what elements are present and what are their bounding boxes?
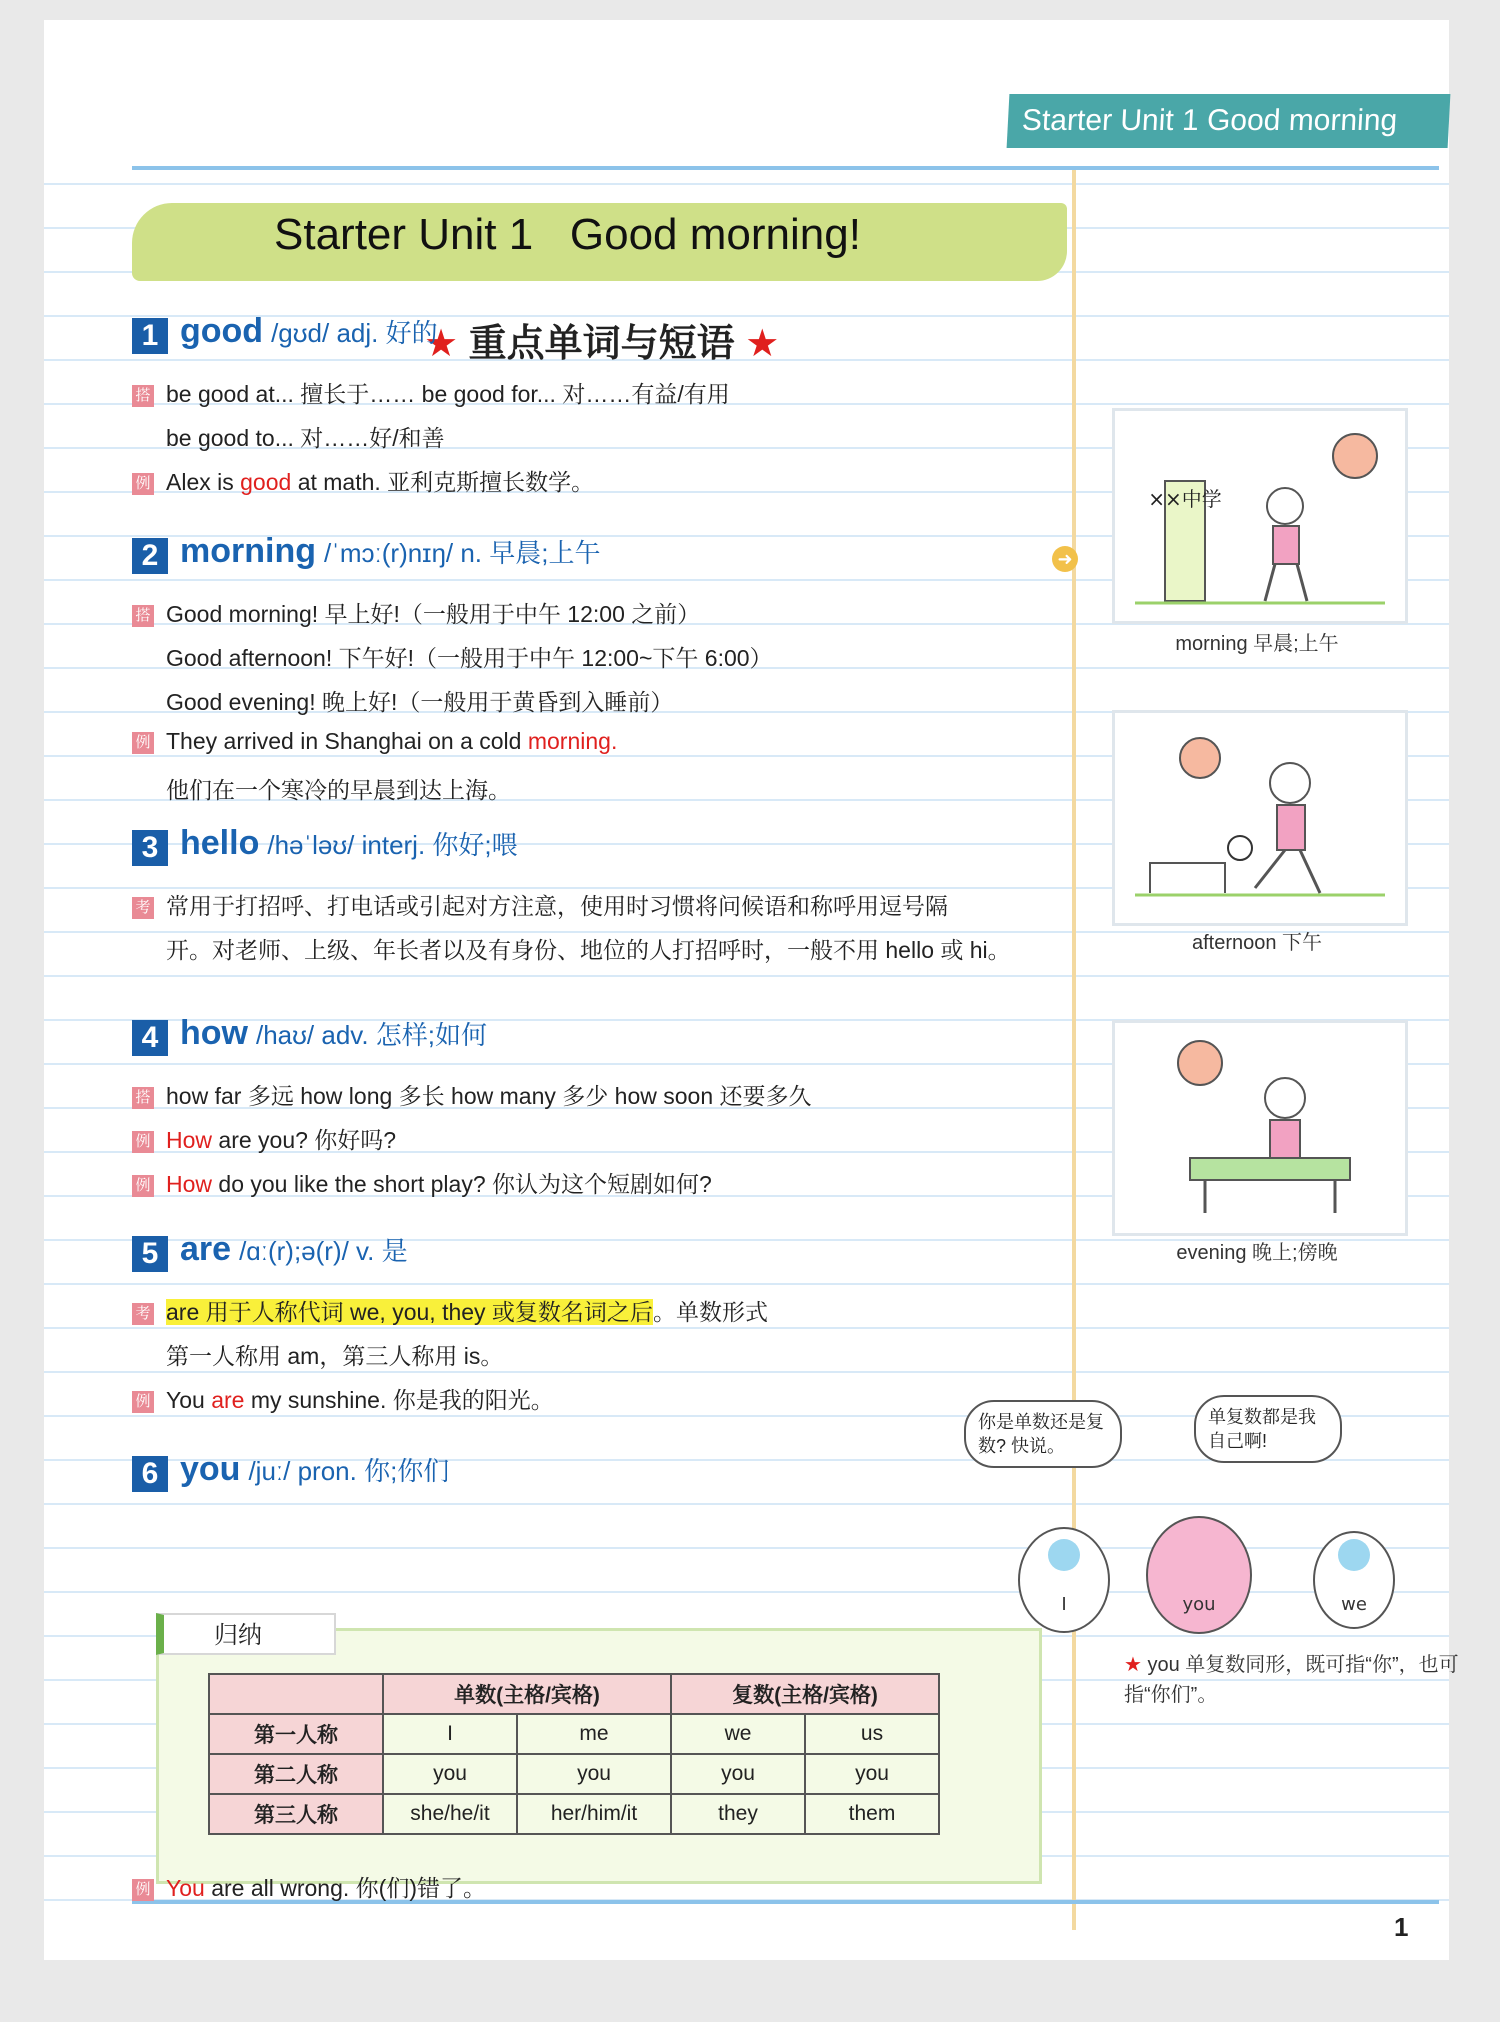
headword: how /haʊ/ adv. 怎样;如何 xyxy=(180,1014,488,1052)
collocation-line: 搭 how far 多远 how long 多长 how many 多少 how soon 还要多久 xyxy=(132,1078,812,1111)
headword: morning /ˈmɔː(r)nɪŋ/ n. 早晨;上午 xyxy=(180,532,601,570)
running-header-tab: Starter Unit 1 Good morning xyxy=(1007,94,1451,148)
collocation-line: Good evening! 晚上好!（一般用于黄昏到入睡前） xyxy=(166,689,674,715)
table-corner xyxy=(209,1674,383,1714)
morning-illustration xyxy=(1112,408,1408,624)
usage-note: 开。对老师、上级、年长者以及有身份、地位的人打招呼时，一般不用 hello 或 hi。 xyxy=(166,937,1011,963)
school-sign: ××中学 xyxy=(1148,487,1222,511)
usage-note: 考 常用于打招呼、打电话或引起对方注意，使用时习惯将问候语和称呼用逗号隔 xyxy=(132,888,948,921)
usage-note: 第一人称用 am，第三人称用 is。 xyxy=(166,1343,504,1369)
headword: hello /həˈləʊ/ interj. 你好;喂 xyxy=(180,824,518,862)
pronoun-characters xyxy=(984,1485,1444,1635)
star-icon: ★ xyxy=(745,323,780,365)
star-icon: ★ xyxy=(424,323,459,365)
evening-illustration xyxy=(1112,1020,1408,1236)
margin-rule xyxy=(1072,170,1076,1930)
usage-note: 考 are 用于人称代词 we, you, they 或复数名词之后。单数形式 xyxy=(132,1294,768,1327)
star-icon: ★ xyxy=(1124,1654,1148,1676)
headword: good /ɡʊd/ adj. 好的 xyxy=(180,312,438,350)
example-line: 例 You are all wrong. 你(们)错了。 xyxy=(132,1870,486,1903)
collocation-line: 搭 be good at... 擅长于…… be good for... 对……有益/有用 xyxy=(132,376,730,409)
section-heading: ★ 重点单词与短语 ★ xyxy=(424,323,780,365)
example-line: 例 How are you? 你好吗? xyxy=(132,1122,396,1155)
example-line: 例 Alex is good at math. 亚利克斯擅长数学。 xyxy=(132,464,594,497)
character-label-i: I xyxy=(1061,1594,1067,1615)
afternoon-illustration xyxy=(1112,710,1408,926)
table-header: 单数(主格/宾格) xyxy=(383,1674,671,1714)
character-label-you: you xyxy=(1182,1594,1216,1615)
collocation-line: 搭 Good morning! 早上好!（一般用于中午 12:00 之前） xyxy=(132,596,700,629)
entry-number: 1 xyxy=(132,318,168,354)
morning-caption: morning 早晨;上午 xyxy=(1175,633,1339,655)
speech-bubble-right: 单复数都是我自己啊! xyxy=(1194,1395,1342,1463)
table-row: 第二人称 you you you you xyxy=(209,1754,939,1794)
page-bottom-margin xyxy=(44,1902,1449,1960)
evening-caption: evening 晚上;傍晚 xyxy=(1176,1242,1338,1264)
page-number: 1 xyxy=(1394,1912,1409,1942)
page-title: Starter Unit 1 Good morning! xyxy=(274,210,861,259)
collocation-line: Good afternoon! 下午好!（一般用于中午 12:00~下午 6:00） xyxy=(166,645,773,671)
table-row: 第三人称 she/he/it her/him/it they them xyxy=(209,1794,939,1834)
arrow-right-icon: ➜ xyxy=(1052,546,1078,572)
example-line: 例 They arrived in Shanghai on a cold morning. xyxy=(132,728,617,755)
textbook-page xyxy=(44,20,1459,1960)
speech-bubble-left: 你是单数还是复数? 快说。 xyxy=(964,1400,1122,1468)
entry-number: 4 xyxy=(132,1020,168,1056)
table-row: 第一人称 I me we us xyxy=(209,1714,939,1754)
headword: you /juː/ pron. 你;你们 xyxy=(180,1450,450,1488)
table-header: 复数(主格/宾格) xyxy=(671,1674,939,1714)
example-line: 例 How do you like the short play? 你认为这个短剧如何? xyxy=(132,1166,712,1199)
headword: are /ɑː(r);ə(r)/ v. 是 xyxy=(180,1230,408,1268)
example-line: 例 You are my sunshine. 你是我的阳光。 xyxy=(132,1382,554,1415)
summary-tab: 归纳 xyxy=(156,1613,336,1655)
pronoun-table xyxy=(208,1673,940,1835)
header-rule xyxy=(132,166,1439,170)
entry-number: 3 xyxy=(132,830,168,866)
entry-number: 6 xyxy=(132,1456,168,1492)
afternoon-caption: afternoon 下午 xyxy=(1191,932,1323,954)
collocation-line: be good to... 对……好/和善 xyxy=(166,425,445,451)
side-note: ★ you 单复数同形，既可指“你”，也可指“你们”。 xyxy=(1124,1654,1459,1706)
character-label-we: we xyxy=(1341,1594,1367,1615)
entry-number: 2 xyxy=(132,538,168,574)
entry-number: 5 xyxy=(132,1236,168,1272)
example-translation: 他们在一个寒冷的早晨到达上海。 xyxy=(166,777,511,803)
